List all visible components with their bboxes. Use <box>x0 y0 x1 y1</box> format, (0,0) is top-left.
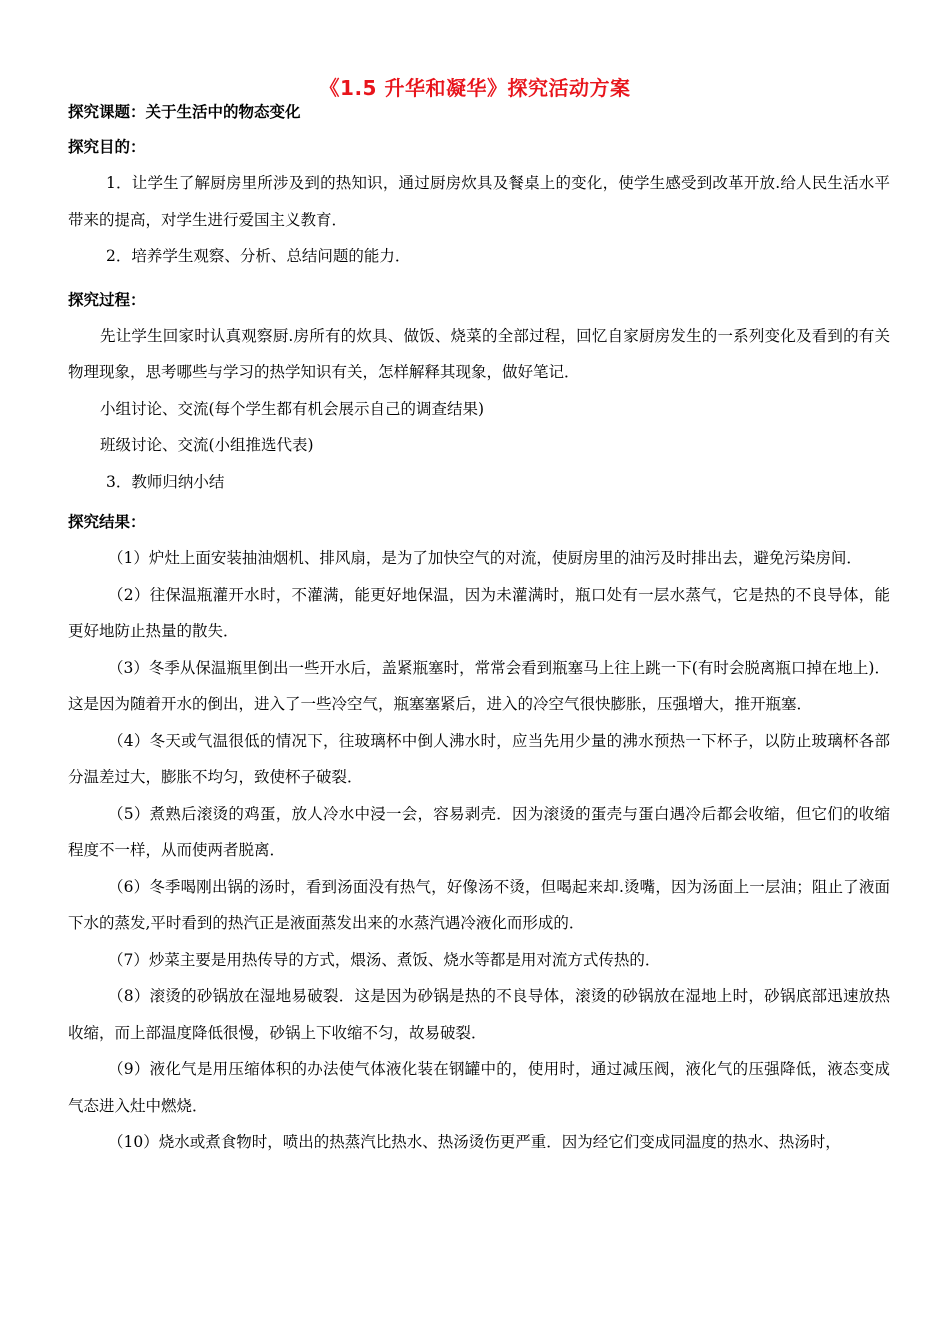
result-item: （10）烧水或煮食物时，喷出的热蒸汽比热水、热汤烫伤更严重．因为经它们变成同温度的热水、热汤时， <box>108 1133 841 1151</box>
process-item: 班级讨论、交流(小组推选代表) <box>100 436 314 454</box>
goal-heading: 探究目的： <box>68 138 146 156</box>
result-heading: 探究结果： <box>68 513 146 531</box>
topic-heading: 探究课题：关于生活中的物态变化 <box>68 103 301 121</box>
result-item: （5）煮熟后滚烫的鸡蛋，放人冷水中浸一会，容易剥壳．因为滚烫的蛋壳与蛋白遇冷后都会收缩，但它们的收缩程度不一样，从而使两者脱离． <box>68 804 890 859</box>
result-item: （6）冬季喝刚出锅的汤时，看到汤面没有热气，好像汤不烫，但喝起来却.烫嘴，因为汤面上一层油；阻止了液面下水的蒸发,平时看到的热汽正是液面蒸发出来的水蒸汽遇冷液化而形成的． <box>68 877 890 932</box>
result-item: （9）液化气是用压缩体积的办法使气体液化装在钢罐中的，使用时，通过减压阀，液化气的压强降低，液态变成气态进入灶中燃烧． <box>68 1060 890 1115</box>
result-item: （8）滚烫的砂锅放在湿地易破裂．这是因为砂锅是热的不良导体，滚烫的砂锅放在湿地上时，砂锅底部迅速放热收缩，而上部温度降低很慢，砂锅上下收缩不匀，故易破裂． <box>68 987 890 1042</box>
document-body <box>68 102 890 1161</box>
process-item: 小组讨论、交流(每个学生都有机会展示自己的调查结果) <box>100 399 485 418</box>
process-item: 先让学生回家时认真观察厨.房所有的炊具、做饭、烧菜的全部过程，回忆自家厨房发生的一系列变化及看到的有关物理现象，思考哪些与学习的热学知识有关，怎样解释其现象，做好笔记． <box>68 326 890 381</box>
result-item: （7）炒菜主要是用热传导的方式，煨汤、煮饭、烧水等都是用对流方式传热的． <box>108 950 661 969</box>
process-item: 3．教师归纳小结 <box>106 472 225 491</box>
result-item: （4）冬天或气温很低的情况下，往玻璃杯中倒人沸水时，应当先用少量的沸水预热一下杯子，以防止玻璃杯各部分温差过大，膨胀不均匀，致使杯子破裂． <box>68 731 890 786</box>
process-heading: 探究过程： <box>68 290 146 309</box>
goal-item: 2．培养学生观察、分析、总结问题的能力． <box>106 247 411 265</box>
result-item: （1）炉灶上面安装抽油烟机、排风扇，是为了加快空气的对流，使厨房里的油污及时排出去，避免污染房间． <box>108 549 862 567</box>
result-item: （3）冬季从保温瓶里倒出一些开水后，盖紧瓶塞时，常常会看到瓶塞马上往上跳一下(有时会脱离瓶口掉在地上)．这是因为随着开水的倒出，进入了一些冷空气，瓶塞塞紧后，进入的冷空气很快膨胀，压强增大，推开瓶塞． <box>68 658 890 713</box>
document-title: 《1.5 升华和凝华》探究活动方案 <box>319 76 631 100</box>
goal-item: 1．让学生了解厨房里所涉及到的热知识，通过厨房炊具及餐桌上的变化，使学生感受到改革开放.给人民生活水平带来的提高，对学生进行爱国主义教育． <box>68 174 890 229</box>
result-item: （2）往保温瓶灌开水时，不灌满，能更好地保温，因为未灌满时，瓶口处有一层水蒸气，它是热的不良导体，能更好地防止热量的散失． <box>68 585 890 640</box>
